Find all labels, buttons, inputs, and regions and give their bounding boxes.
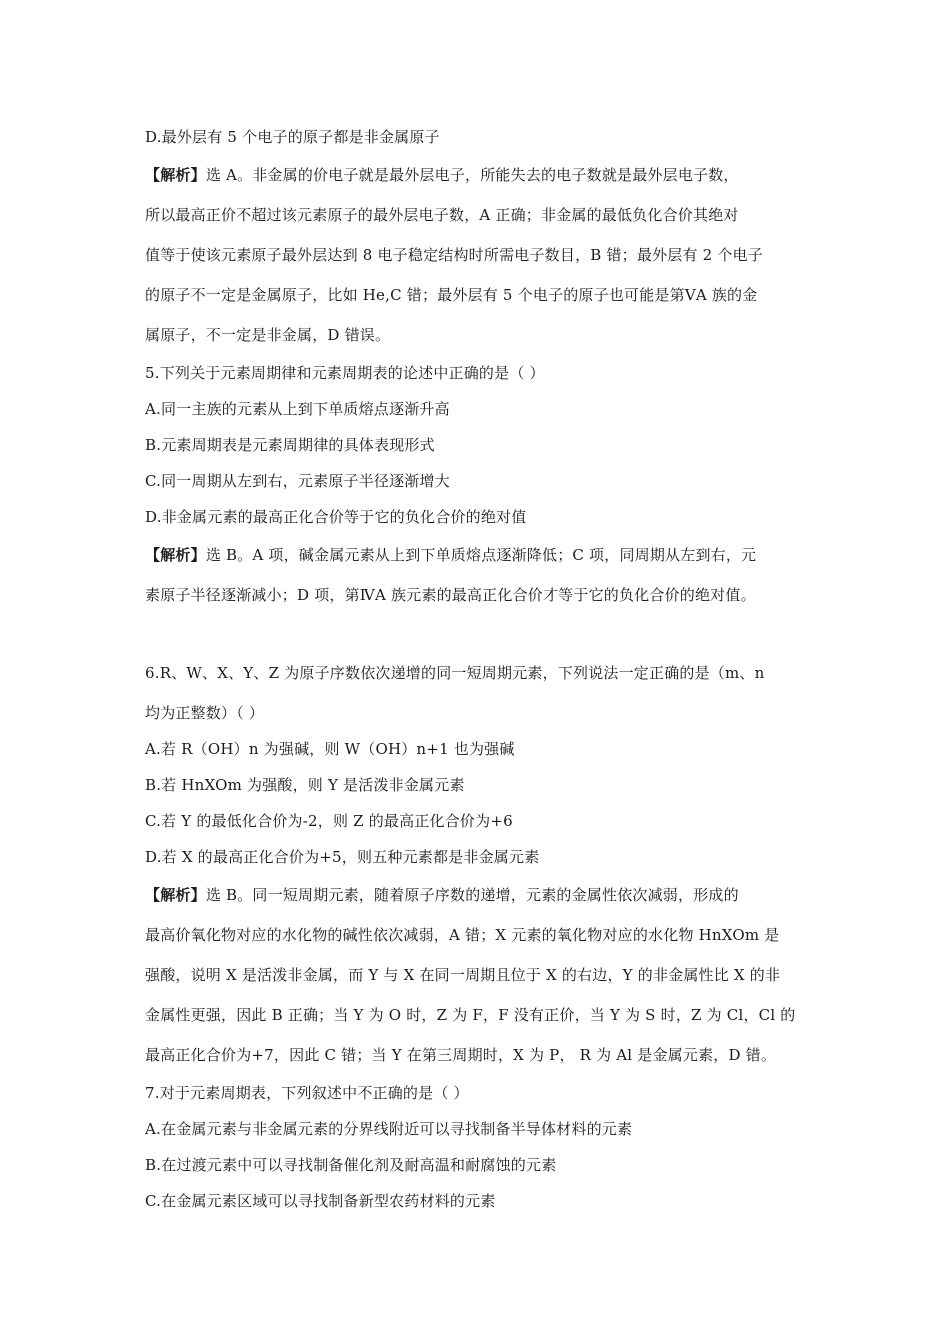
q6-option-b: B.若 HnXOm 为强酸，则 Y 是活泼非金属元素 [145,776,465,794]
q7-option-b: B.在过渡元素中可以寻找制备催化剂及耐高温和耐腐蚀的元素 [145,1156,557,1174]
q4-analysis-line-3: 值等于使该元素原子最外层达到 8 电子稳定结构时所需电子数目，B 错；最外层有 2 个电子 [145,246,763,264]
q4-analysis-line-4: 的原子不一定是金属原子，比如 He,C 错；最外层有 5 个电子的原子也可能是第ⅤA 族的金 [145,286,758,304]
q6-analysis-line-1 [145,885,739,905]
q5-analysis-line-1 [145,545,756,565]
q5-option-d: D.非金属元素的最高正化合价等于它的负化合价的绝对值 [145,508,527,526]
q7-option-c: C.在金属元素区域可以寻找制备新型农药材料的元素 [145,1192,496,1210]
q6-option-c: C.若 Y 的最低化合价为-2，则 Z 的最高正化合价为+6 [145,812,513,830]
q5-analysis-line-2: 素原子半径逐渐减小；D 项，第ⅣA 族元素的最高正化合价才等于它的负化合价的绝对值。 [145,586,756,604]
q5-stem: 5.下列关于元素周期律和元素周期表的论述中正确的是（ ） [145,364,545,382]
q6-stem-line-2: 均为正整数）（ ） [145,704,265,722]
analysis-tag: 【解析】 [145,886,206,904]
q6-analysis-line-3: 强酸，说明 X 是活泼非金属，而 Y 与 X 在同一周期且位于 X 的右边，Y 的非金属性比 X 的非 [145,966,781,984]
q6-option-a: A.若 R（OH）n 为强碱，则 W（OH）n+1 也为强碱 [145,740,515,758]
q7-stem: 7.对于元素周期表，下列叙述中不正确的是（ ） [145,1084,469,1102]
q4-analysis-line-1 [145,165,739,185]
q6-stem-line-1: 6.R、W、X、Y、Z 为原子序数依次递增的同一短周期元素，下列说法一定正确的是（m、n [145,664,765,682]
q6-option-d: D.若 X 的最高正化合价为+5，则五种元素都是非金属元素 [145,848,540,866]
q6-analysis-line-4: 金属性更强，因此 B 正确；当 Y 为 O 时，Z 为 F，F 没有正价，当 Y 为 S 时，Z 为 Cl，Cl 的 [145,1006,796,1024]
analysis-tag: 【解析】 [145,546,206,564]
q6-analysis-line-5: 最高正化合价为+7，因此 C 错；当 Y 在第三周期时，X 为 P， R 为 Al 是金属元素，D 错。 [145,1046,777,1064]
analysis-text: 选 B。同一短周期元素，随着原子序数的递增，元素的金属性依次减弱，形成的 [205,886,739,904]
analysis-text: 选 B。A 项，碱金属元素从上到下单质熔点逐渐降低；C 项，同周期从左到右，元 [205,546,757,564]
analysis-tag: 【解析】 [145,166,206,184]
q6-analysis-line-2: 最高价氧化物对应的水化物的碱性依次减弱，A 错；X 元素的氧化物对应的水化物 HnXOm 是 [145,926,780,944]
q4-option-d: D.最外层有 5 个电子的原子都是非金属原子 [145,128,440,146]
q7-option-a: A.在金属元素与非金属元素的分界线附近可以寻找制备半导体材料的元素 [145,1120,633,1138]
q4-analysis-line-5: 属原子，不一定是非金属，D 错误。 [145,326,391,344]
q5-option-b: B.元素周期表是元素周期律的具体表现形式 [145,436,435,454]
q4-analysis-line-2: 所以最高正价不超过该元素原子的最外层电子数，A 正确；非金属的最低负化合价其绝对 [145,206,739,224]
q5-option-a: A.同一主族的元素从上到下单质熔点逐渐升高 [145,400,450,418]
q5-option-c: C.同一周期从左到右，元素原子半径逐渐增大 [145,472,450,490]
analysis-text: 选 A。非金属的价电子就是最外层电子，所能失去的电子数就是最外层电子数， [205,166,739,184]
